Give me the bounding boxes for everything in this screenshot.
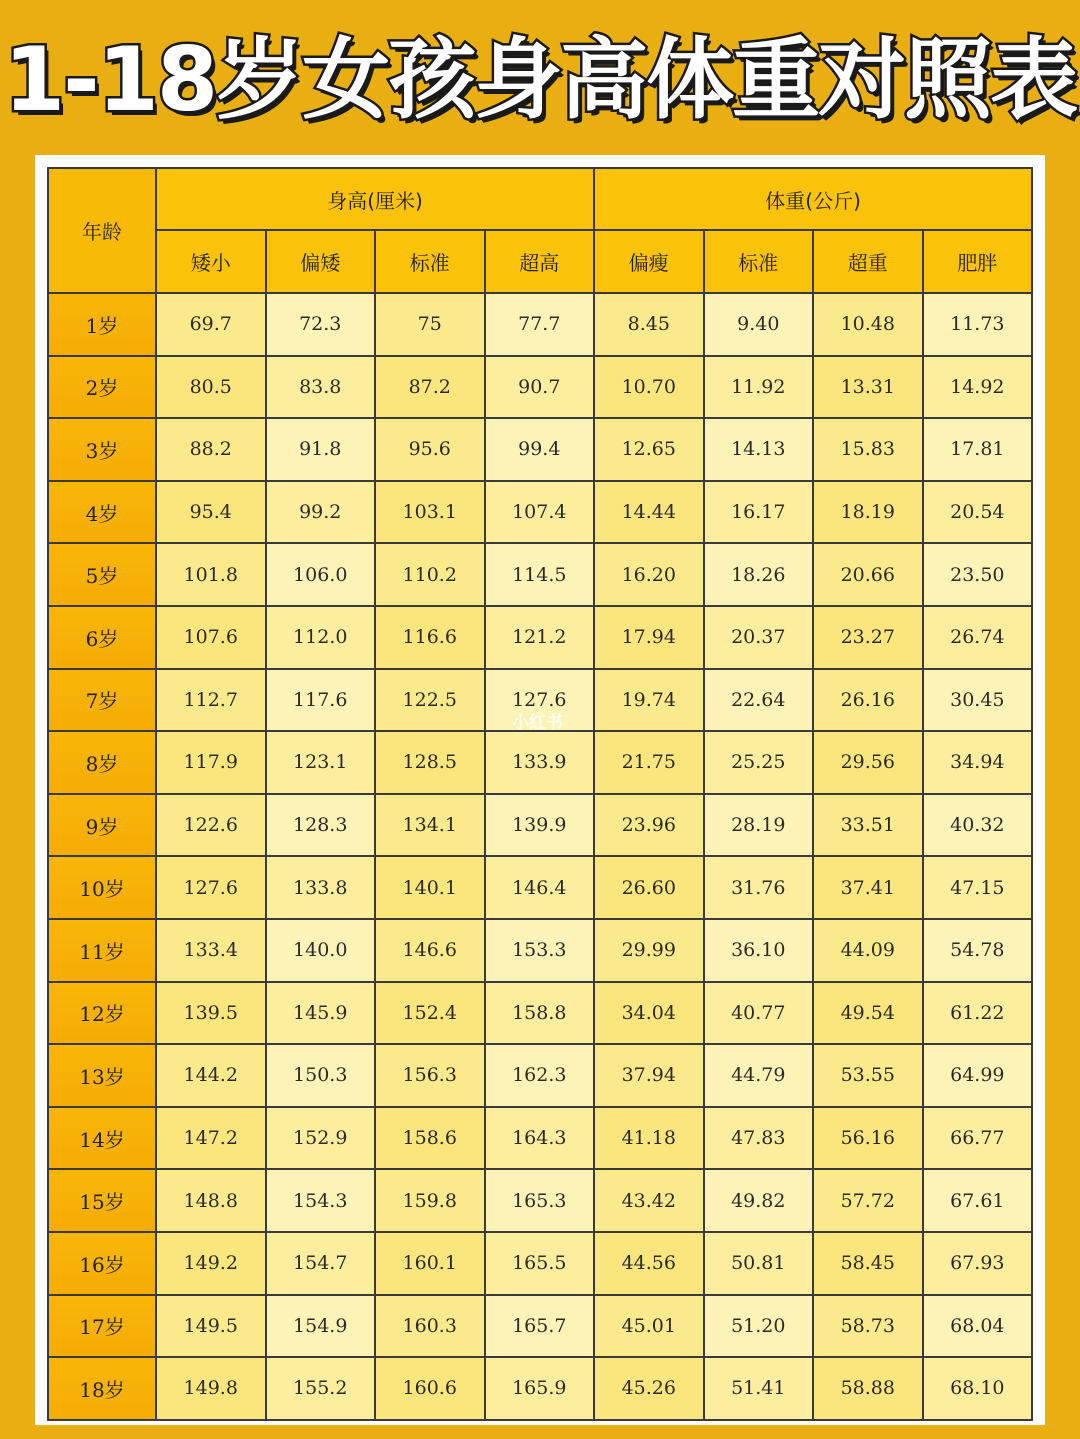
weight-value-cell: 54.78 — [923, 919, 1033, 982]
weight-value-cell: 64.99 — [923, 1044, 1033, 1107]
height-value-cell: 148.8 — [156, 1169, 266, 1232]
height-value-cell: 159.8 — [375, 1169, 485, 1232]
height-value-cell: 128.3 — [266, 794, 376, 857]
weight-value-cell: 14.92 — [923, 356, 1033, 419]
weight-value-cell: 31.76 — [704, 856, 814, 919]
weight-value-cell: 67.61 — [923, 1169, 1033, 1232]
height-value-cell: 80.5 — [156, 356, 266, 419]
table-row — [48, 856, 1032, 919]
height-value-cell: 154.7 — [266, 1232, 376, 1295]
weight-value-cell: 10.70 — [594, 356, 704, 419]
weight-value-cell: 40.32 — [923, 794, 1033, 857]
weight-value-cell: 56.16 — [813, 1107, 923, 1170]
height-value-cell: 134.1 — [375, 794, 485, 857]
weight-value-cell: 18.19 — [813, 481, 923, 544]
weight-value-cell: 40.77 — [704, 982, 814, 1045]
weight-value-cell: 49.54 — [813, 982, 923, 1045]
height-value-cell: 153.3 — [485, 919, 595, 982]
table-row — [48, 1295, 1032, 1358]
age-cell: 6岁 — [48, 606, 156, 669]
column-header-weight-obese: 肥胖 — [923, 230, 1033, 293]
column-header-row — [48, 230, 1032, 293]
age-cell: 7岁 — [48, 669, 156, 732]
table-row — [48, 1107, 1032, 1170]
weight-value-cell: 30.45 — [923, 669, 1033, 732]
weight-value-cell: 58.88 — [813, 1357, 923, 1420]
age-cell: 8岁 — [48, 731, 156, 794]
weight-value-cell: 23.50 — [923, 543, 1033, 606]
height-value-cell: 101.8 — [156, 543, 266, 606]
weight-value-cell: 26.60 — [594, 856, 704, 919]
table-row — [48, 1232, 1032, 1295]
weight-value-cell: 58.73 — [813, 1295, 923, 1358]
height-value-cell: 133.4 — [156, 919, 266, 982]
height-value-cell: 117.6 — [266, 669, 376, 732]
age-cell: 4岁 — [48, 481, 156, 544]
height-value-cell: 128.5 — [375, 731, 485, 794]
height-weight-table — [47, 167, 1033, 1421]
group-header-row — [48, 168, 1032, 230]
weight-value-cell: 16.17 — [704, 481, 814, 544]
age-cell: 18岁 — [48, 1357, 156, 1420]
height-value-cell: 144.2 — [156, 1044, 266, 1107]
height-value-cell: 90.7 — [485, 356, 595, 419]
weight-value-cell: 15.83 — [813, 418, 923, 481]
weight-value-cell: 34.94 — [923, 731, 1033, 794]
age-cell: 3岁 — [48, 418, 156, 481]
weight-value-cell: 50.81 — [704, 1232, 814, 1295]
height-value-cell: 140.0 — [266, 919, 376, 982]
weight-value-cell: 51.41 — [704, 1357, 814, 1420]
column-header-weight-standard: 标准 — [704, 230, 814, 293]
age-cell: 17岁 — [48, 1295, 156, 1358]
weight-value-cell: 66.77 — [923, 1107, 1033, 1170]
table-row — [48, 794, 1032, 857]
table-row — [48, 543, 1032, 606]
weight-value-cell: 47.15 — [923, 856, 1033, 919]
weight-value-cell: 34.04 — [594, 982, 704, 1045]
table-row — [48, 1357, 1032, 1420]
weight-value-cell: 19.74 — [594, 669, 704, 732]
height-value-cell: 160.3 — [375, 1295, 485, 1358]
age-cell: 14岁 — [48, 1107, 156, 1170]
age-cell: 12岁 — [48, 982, 156, 1045]
height-value-cell: 133.8 — [266, 856, 376, 919]
weight-value-cell: 53.55 — [813, 1044, 923, 1107]
height-value-cell: 69.7 — [156, 293, 266, 356]
height-value-cell: 95.4 — [156, 481, 266, 544]
height-value-cell: 106.0 — [266, 543, 376, 606]
table-row — [48, 418, 1032, 481]
weight-value-cell: 11.92 — [704, 356, 814, 419]
weight-value-cell: 33.51 — [813, 794, 923, 857]
height-value-cell: 95.6 — [375, 418, 485, 481]
weight-value-cell: 11.73 — [923, 293, 1033, 356]
weight-value-cell: 8.45 — [594, 293, 704, 356]
weight-value-cell: 20.66 — [813, 543, 923, 606]
weight-value-cell: 28.19 — [704, 794, 814, 857]
height-value-cell: 149.5 — [156, 1295, 266, 1358]
weight-value-cell: 26.74 — [923, 606, 1033, 669]
height-value-cell: 91.8 — [266, 418, 376, 481]
height-value-cell: 164.3 — [485, 1107, 595, 1170]
table-row — [48, 1169, 1032, 1232]
weight-value-cell: 12.65 — [594, 418, 704, 481]
weight-value-cell: 37.94 — [594, 1044, 704, 1107]
height-value-cell: 156.3 — [375, 1044, 485, 1107]
height-value-cell: 88.2 — [156, 418, 266, 481]
height-value-cell: 121.2 — [485, 606, 595, 669]
weight-value-cell: 41.18 — [594, 1107, 704, 1170]
column-header-height-tall: 超高 — [485, 230, 595, 293]
height-value-cell: 140.1 — [375, 856, 485, 919]
table-row — [48, 481, 1032, 544]
weight-value-cell: 58.45 — [813, 1232, 923, 1295]
height-value-cell: 158.6 — [375, 1107, 485, 1170]
column-header-weight-over: 超重 — [813, 230, 923, 293]
age-cell: 16岁 — [48, 1232, 156, 1295]
height-value-cell: 110.2 — [375, 543, 485, 606]
weight-value-cell: 25.25 — [704, 731, 814, 794]
height-value-cell: 139.5 — [156, 982, 266, 1045]
weight-value-cell: 68.10 — [923, 1357, 1033, 1420]
weight-value-cell: 17.81 — [923, 418, 1033, 481]
height-value-cell: 165.9 — [485, 1357, 595, 1420]
height-value-cell: 162.3 — [485, 1044, 595, 1107]
age-cell: 13岁 — [48, 1044, 156, 1107]
height-value-cell: 122.5 — [375, 669, 485, 732]
weight-value-cell: 10.48 — [813, 293, 923, 356]
weight-value-cell: 9.40 — [704, 293, 814, 356]
age-cell: 1岁 — [48, 293, 156, 356]
age-cell: 2岁 — [48, 356, 156, 419]
height-value-cell: 72.3 — [266, 293, 376, 356]
height-value-cell: 165.7 — [485, 1295, 595, 1358]
height-value-cell: 112.7 — [156, 669, 266, 732]
weight-value-cell: 13.31 — [813, 356, 923, 419]
table-row — [48, 606, 1032, 669]
height-value-cell: 122.6 — [156, 794, 266, 857]
height-value-cell: 149.8 — [156, 1357, 266, 1420]
height-value-cell: 154.9 — [266, 1295, 376, 1358]
height-value-cell: 150.3 — [266, 1044, 376, 1107]
weight-value-cell: 49.82 — [704, 1169, 814, 1232]
height-value-cell: 147.2 — [156, 1107, 266, 1170]
height-value-cell: 117.9 — [156, 731, 266, 794]
weight-value-cell: 36.10 — [704, 919, 814, 982]
table-row — [48, 293, 1032, 356]
table-row — [48, 919, 1032, 982]
weight-value-cell: 23.96 — [594, 794, 704, 857]
table-row — [48, 982, 1032, 1045]
age-cell: 15岁 — [48, 1169, 156, 1232]
height-value-cell: 107.6 — [156, 606, 266, 669]
height-value-cell: 116.6 — [375, 606, 485, 669]
watermark-logo: 小红书 — [512, 713, 563, 733]
height-value-cell: 112.0 — [266, 606, 376, 669]
height-value-cell: 158.8 — [485, 982, 595, 1045]
height-value-cell: 165.5 — [485, 1232, 595, 1295]
height-value-cell: 133.9 — [485, 731, 595, 794]
height-value-cell: 127.6 — [156, 856, 266, 919]
weight-value-cell: 57.72 — [813, 1169, 923, 1232]
height-value-cell: 127.6 — [485, 669, 595, 732]
age-cell: 10岁 — [48, 856, 156, 919]
height-value-cell: 75 — [375, 293, 485, 356]
column-header-height-below: 偏矮 — [266, 230, 376, 293]
weight-value-cell: 20.54 — [923, 481, 1033, 544]
weight-value-cell: 22.64 — [704, 669, 814, 732]
weight-value-cell: 14.44 — [594, 481, 704, 544]
weight-value-cell: 16.20 — [594, 543, 704, 606]
weight-value-cell: 23.27 — [813, 606, 923, 669]
weight-value-cell: 37.41 — [813, 856, 923, 919]
table-row — [48, 1044, 1032, 1107]
height-value-cell: 83.8 — [266, 356, 376, 419]
table-row — [48, 669, 1032, 732]
weight-value-cell: 51.20 — [704, 1295, 814, 1358]
weight-value-cell: 29.56 — [813, 731, 923, 794]
weight-value-cell: 44.79 — [704, 1044, 814, 1107]
age-cell: 5岁 — [48, 543, 156, 606]
column-header-height-short: 矮小 — [156, 230, 266, 293]
height-value-cell: 123.1 — [266, 731, 376, 794]
weight-value-cell: 45.01 — [594, 1295, 704, 1358]
weight-value-cell: 20.37 — [704, 606, 814, 669]
table-body — [48, 293, 1032, 1420]
weight-value-cell: 43.42 — [594, 1169, 704, 1232]
height-value-cell: 152.9 — [266, 1107, 376, 1170]
weight-value-cell: 61.22 — [923, 982, 1033, 1045]
age-cell: 9岁 — [48, 794, 156, 857]
height-value-cell: 77.7 — [485, 293, 595, 356]
height-group-header: 身高(厘米) — [156, 168, 594, 230]
weight-value-cell: 47.83 — [704, 1107, 814, 1170]
weight-group-header: 体重(公斤) — [594, 168, 1032, 230]
height-value-cell: 160.1 — [375, 1232, 485, 1295]
height-value-cell: 87.2 — [375, 356, 485, 419]
weight-value-cell: 21.75 — [594, 731, 704, 794]
height-value-cell: 103.1 — [375, 481, 485, 544]
page-title: 1-18岁女孩身高体重对照表 — [3, 28, 1077, 131]
table-row — [48, 731, 1032, 794]
weight-value-cell: 14.13 — [704, 418, 814, 481]
weight-value-cell: 68.04 — [923, 1295, 1033, 1358]
height-value-cell: 165.3 — [485, 1169, 595, 1232]
height-value-cell: 114.5 — [485, 543, 595, 606]
weight-value-cell: 44.56 — [594, 1232, 704, 1295]
weight-value-cell: 44.09 — [813, 919, 923, 982]
height-value-cell: 99.4 — [485, 418, 595, 481]
height-value-cell: 149.2 — [156, 1232, 266, 1295]
weight-value-cell: 17.94 — [594, 606, 704, 669]
weight-value-cell: 18.26 — [704, 543, 814, 606]
height-value-cell: 160.6 — [375, 1357, 485, 1420]
weight-value-cell: 29.99 — [594, 919, 704, 982]
height-value-cell: 99.2 — [266, 481, 376, 544]
column-header-weight-thin: 偏瘦 — [594, 230, 704, 293]
height-value-cell: 139.9 — [485, 794, 595, 857]
weight-value-cell: 26.16 — [813, 669, 923, 732]
height-value-cell: 152.4 — [375, 982, 485, 1045]
height-value-cell: 155.2 — [266, 1357, 376, 1420]
height-value-cell: 107.4 — [485, 481, 595, 544]
column-header-height-standard: 标准 — [375, 230, 485, 293]
height-value-cell: 145.9 — [266, 982, 376, 1045]
height-value-cell: 154.3 — [266, 1169, 376, 1232]
age-cell: 11岁 — [48, 919, 156, 982]
table-row — [48, 356, 1032, 419]
weight-value-cell: 67.93 — [923, 1232, 1033, 1295]
height-value-cell: 146.6 — [375, 919, 485, 982]
weight-value-cell: 45.26 — [594, 1357, 704, 1420]
height-value-cell: 146.4 — [485, 856, 595, 919]
age-column-header: 年龄 — [48, 168, 156, 293]
